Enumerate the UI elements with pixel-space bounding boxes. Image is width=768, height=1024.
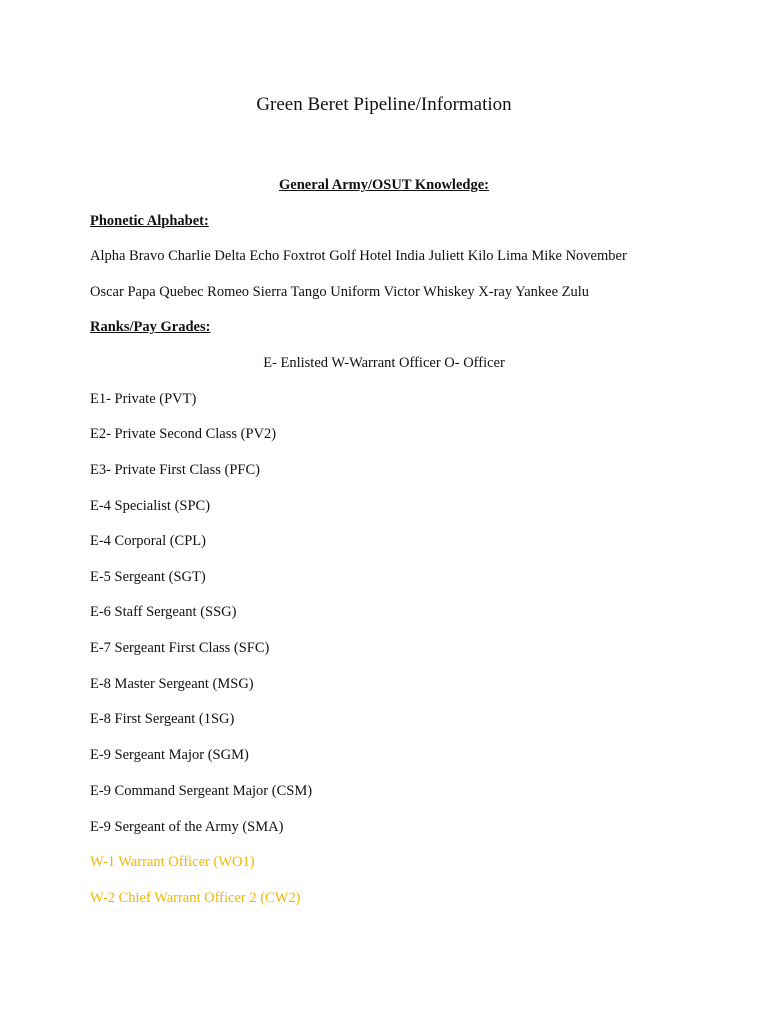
rank-item: E1- Private (PVT) — [90, 391, 197, 407]
phonetic-line-1: Alpha Bravo Charlie Delta Echo Foxtrot Golf Hotel India Juliett Kilo Lima Mike November — [90, 248, 627, 264]
rank-item: E-5 Sergeant (SGT) — [90, 569, 206, 585]
rank-item: E2- Private Second Class (PV2) — [90, 426, 277, 442]
phonetic-line-2: Oscar Papa Quebec Romeo Sierra Tango Uniform Victor Whiskey X-ray Yankee Zulu — [90, 284, 590, 300]
phonetic-heading: Phonetic Alphabet: — [90, 213, 209, 229]
rank-item-warrant: W-1 Warrant Officer (WO1) — [90, 854, 255, 870]
rank-item: E-9 Command Sergeant Major (CSM) — [90, 783, 313, 799]
rank-item: E3- Private First Class (PFC) — [90, 462, 260, 478]
rank-item: E-9 Sergeant of the Army (SMA) — [90, 819, 284, 835]
rank-item: E-4 Corporal (CPL) — [90, 533, 206, 549]
rank-item: E-6 Staff Sergeant (SSG) — [90, 604, 237, 620]
ranks-legend: E- Enlisted W-Warrant Officer O- Officer — [263, 355, 505, 371]
rank-item: E-4 Specialist (SPC) — [90, 498, 211, 514]
rank-item-warrant: W-2 Chief Warrant Officer 2 (CW2) — [90, 890, 301, 906]
rank-item: E-8 Master Sergeant (MSG) — [90, 676, 254, 692]
document-title: Green Beret Pipeline/Information — [256, 94, 512, 115]
rank-item: E-8 First Sergeant (1SG) — [90, 711, 235, 727]
section-heading: General Army/OSUT Knowledge: — [279, 177, 489, 193]
rank-item: E-7 Sergeant First Class (SFC) — [90, 640, 270, 656]
ranks-heading: Ranks/Pay Grades: — [90, 319, 211, 335]
rank-item: E-9 Sergeant Major (SGM) — [90, 747, 249, 763]
